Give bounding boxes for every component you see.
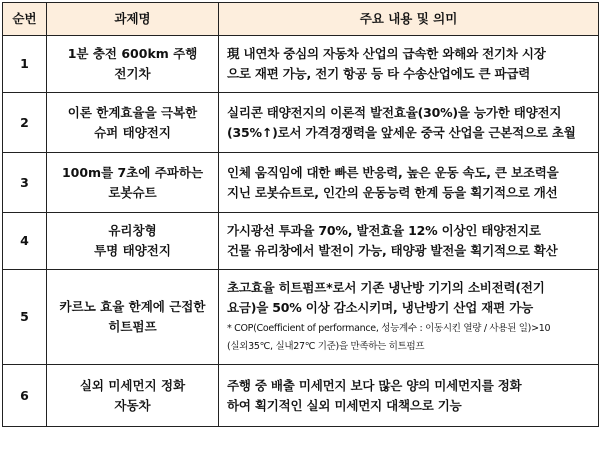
task-name xyxy=(47,365,219,427)
task-name-line: 실외 미세먼지 정화 xyxy=(79,377,186,393)
task-name-line: 자동차 xyxy=(114,397,151,413)
table-row xyxy=(3,213,599,270)
description-line: 요금)을 50% 이상 감소시키며, 냉난방기 산업 재편 가능 xyxy=(227,300,533,315)
row-number: 4 xyxy=(3,213,47,270)
description-line: 인체 움직임에 대한 빠른 반응력, 높은 운동 속도, 큰 보조력을 xyxy=(227,164,559,180)
description-line: 現 내연차 중심의 자동차 산업의 급속한 와해와 전기차 시장 xyxy=(227,46,546,61)
task-name-line: 전기차 xyxy=(114,66,151,81)
task-name-line: 1분 충전 600km 주행 xyxy=(67,46,198,61)
task-name-line: 로봇슈트 xyxy=(108,184,157,200)
row-number: 6 xyxy=(3,365,47,427)
task-description xyxy=(219,36,599,93)
description-line: 하여 획기적인 실외 미세먼지 대책으로 기능 xyxy=(227,397,462,413)
table-row xyxy=(3,270,599,365)
task-name xyxy=(47,93,219,153)
description-line: (35%↑)로서 가격경쟁력을 앞세운 중국 산업을 근본적으로 초월 xyxy=(227,124,576,140)
task-name-line: 유리창형 xyxy=(108,223,157,238)
header-row xyxy=(3,3,599,36)
task-name xyxy=(47,213,219,270)
description-line: 초고효율 히트펌프*로서 기존 냉난방 기기의 소비전력(전기 xyxy=(227,280,545,295)
task-name-line: 카르노 효율 한계에 근접한 xyxy=(59,299,206,314)
description-line: 으로 재편 가능, 전기 항공 등 타 수송산업에도 큰 파급력 xyxy=(227,66,531,81)
description-line: 주행 중 배출 미세먼지 보다 많은 양의 미세먼지를 정화 xyxy=(227,377,522,393)
task-description xyxy=(219,153,599,213)
description-line: 건물 유리창에서 발전이 가능, 태양광 발전을 획기적으로 확산 xyxy=(227,243,558,258)
row-number: 2 xyxy=(3,93,47,153)
row-number: 1 xyxy=(3,36,47,93)
row-number: 5 xyxy=(3,270,47,365)
table-row xyxy=(3,36,599,93)
task-name-line: 이론 한계효율을 극복한 xyxy=(67,104,198,120)
table-row xyxy=(3,153,599,213)
description-line: 가시광선 투과율 70%, 발전효율 12% 이상인 태양전지로 xyxy=(227,223,541,238)
header-content: 주요 내용 및 의미 xyxy=(219,3,599,36)
header-task: 과제명 xyxy=(47,3,219,36)
task-name-line: 투명 태양전지 xyxy=(94,243,171,258)
task-name xyxy=(47,36,219,93)
table-row xyxy=(3,365,599,427)
table-row xyxy=(3,93,599,153)
task-name xyxy=(47,270,219,365)
task-name-line: 히트펌프 xyxy=(108,319,157,334)
footnote-line: (실외35℃, 실내27℃ 기준)을 만족하는 히트펌프 xyxy=(227,341,425,352)
task-description xyxy=(219,270,599,365)
row-number: 3 xyxy=(3,153,47,213)
footnote-line: * COP(Coefficient of performance, 성능계수 : 이동시킨 열량 / 사용된 일)>10 xyxy=(227,323,551,334)
task-name-line: 100m를 7초에 주파하는 xyxy=(61,164,204,180)
description-line: 지닌 로봇슈트로, 인간의 운동능력 한계 등을 획기적으로 개선 xyxy=(227,184,558,200)
task-name-line: 슈퍼 태양전지 xyxy=(94,124,171,140)
task-description xyxy=(219,213,599,270)
task-description xyxy=(219,93,599,153)
description-line: 실리콘 태양전지의 이론적 발전효율(30%)을 능가한 태양전지 xyxy=(227,104,562,120)
task-description xyxy=(219,365,599,427)
tasks-table xyxy=(2,2,599,427)
task-name xyxy=(47,153,219,213)
header-number: 순번 xyxy=(3,3,47,36)
